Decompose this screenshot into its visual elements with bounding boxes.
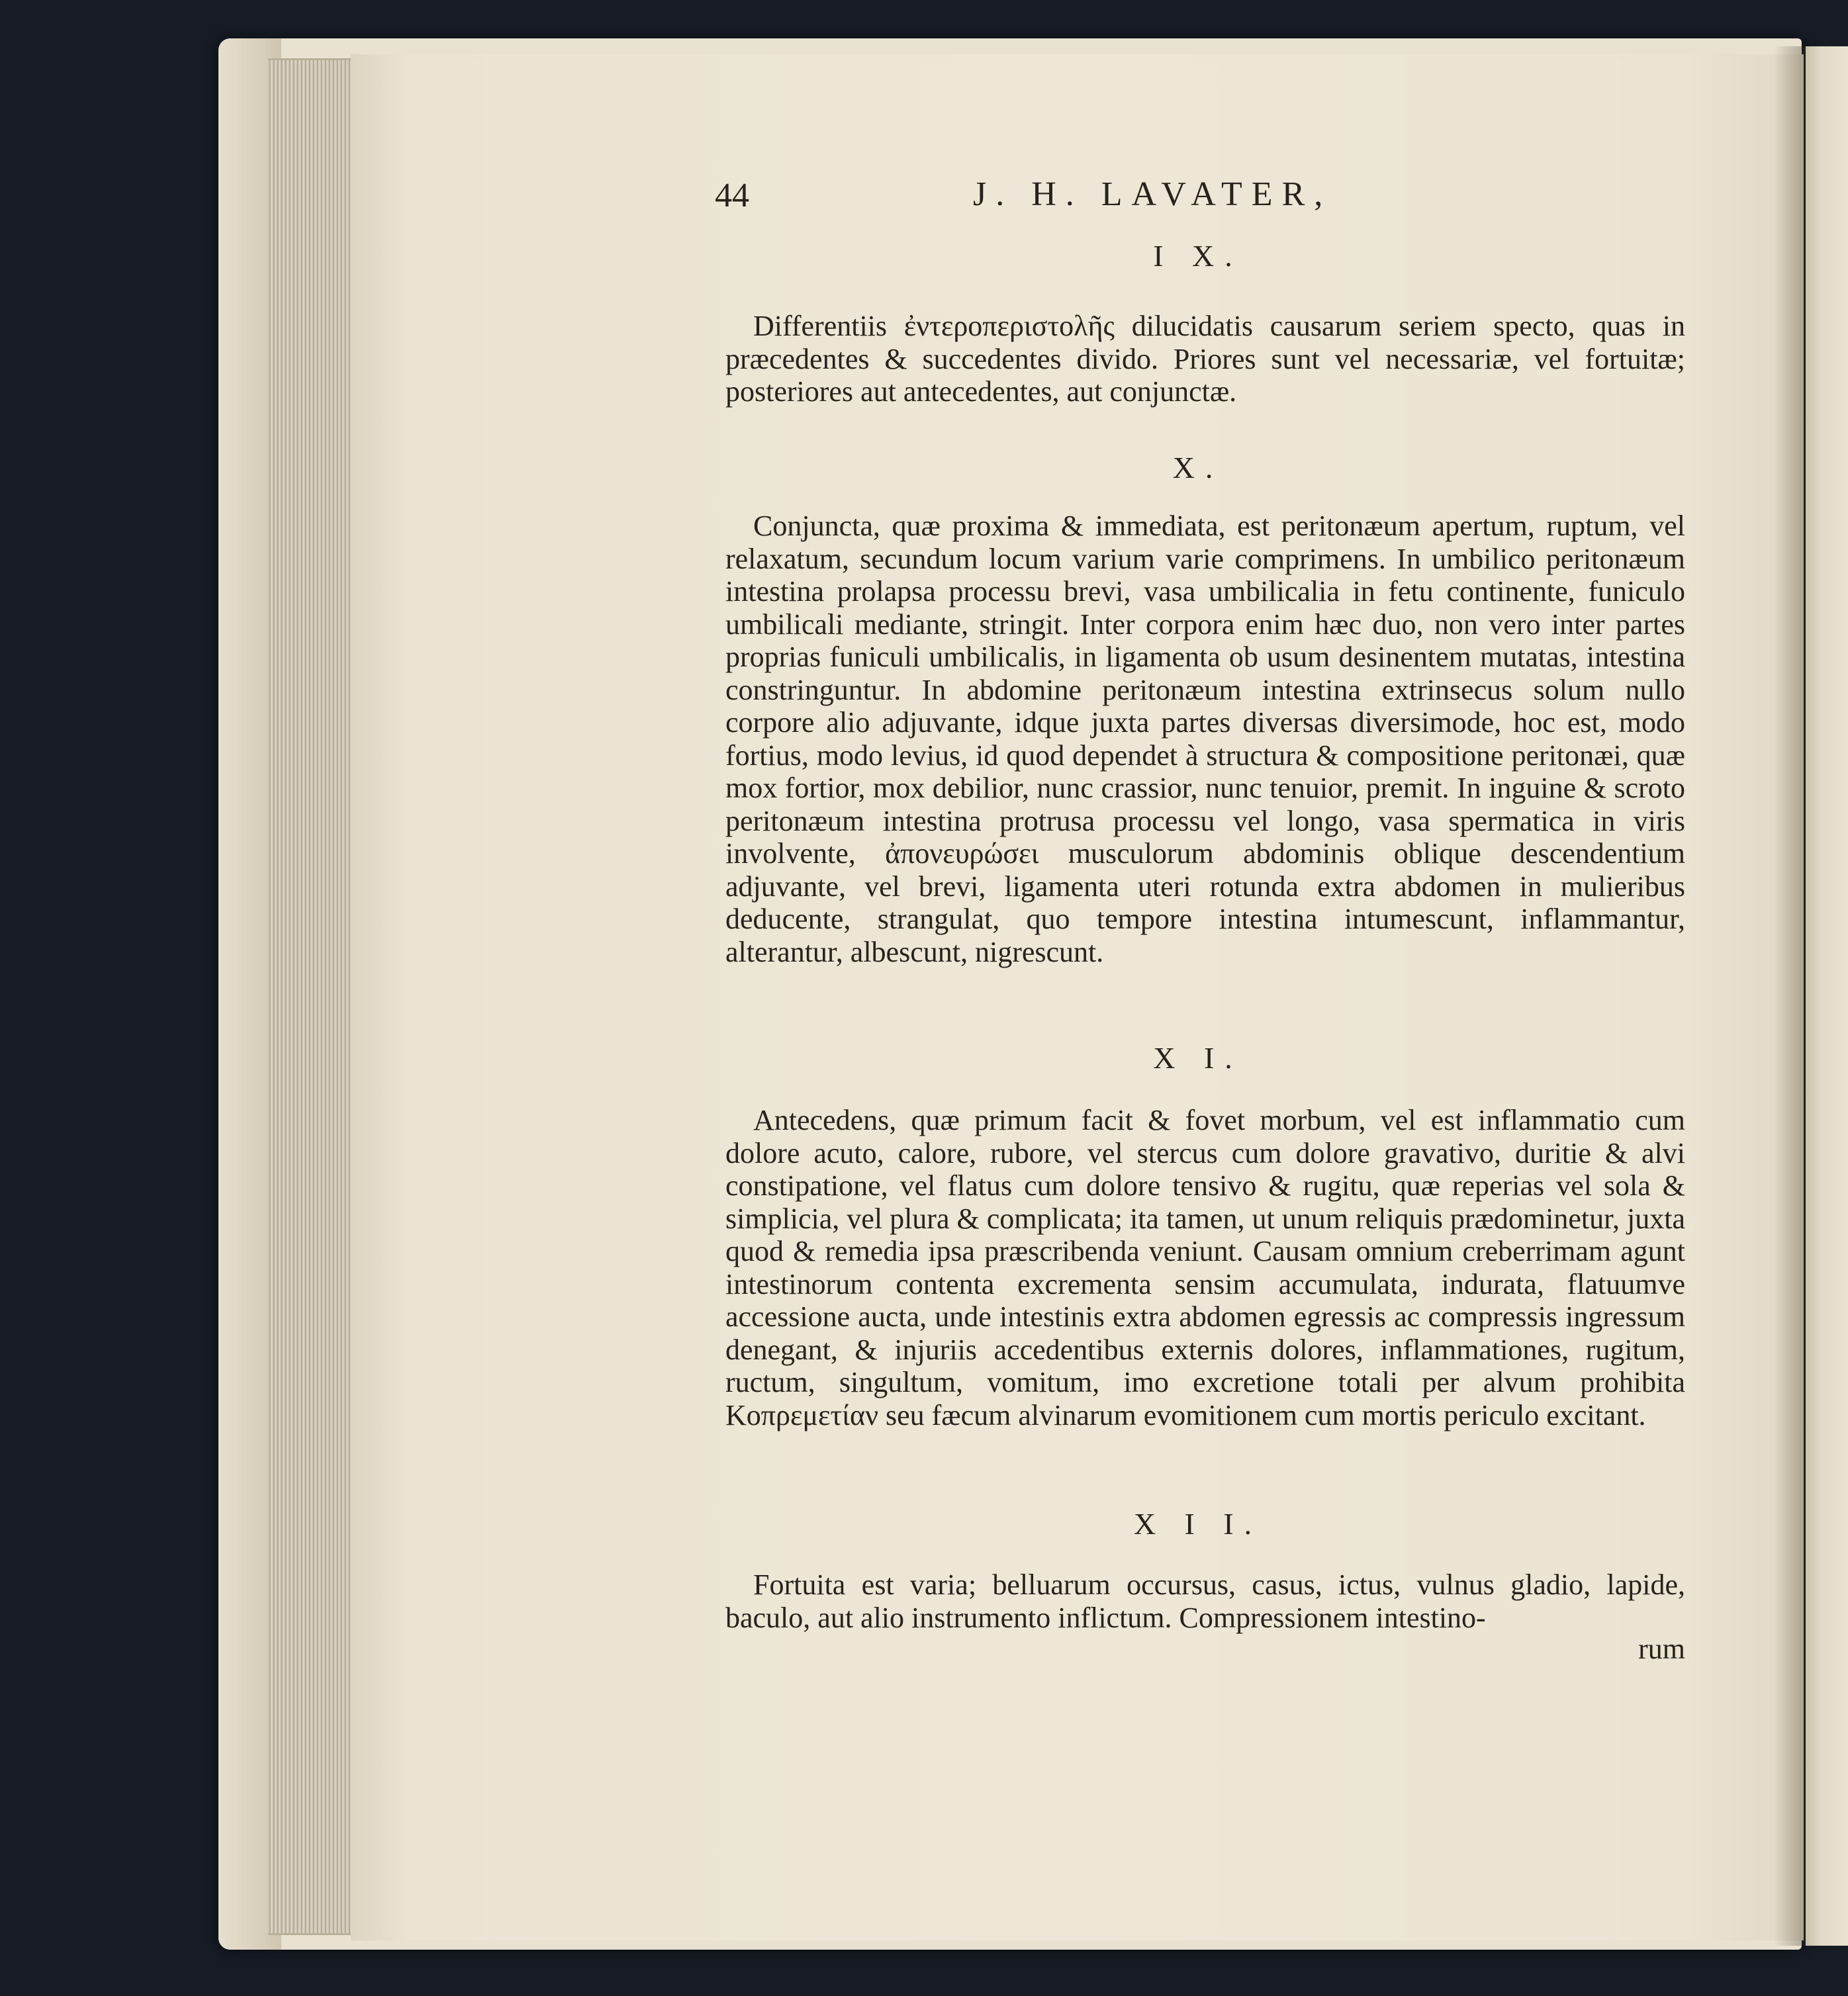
running-head xyxy=(715,176,1549,218)
section-heading-10: X. xyxy=(1172,451,1224,484)
page-edges xyxy=(268,58,354,1935)
catchword: rum xyxy=(1638,1633,1685,1665)
section-heading-11: X I. xyxy=(1153,1041,1243,1075)
section-text-10: Conjuncta, quæ proxima & immediata, est peritonæum apertum, ruptum, vel relaxatum, secundum locum varium varie comprimens. In umbilico peritonæum intestina prolapsa processu brevi, vasa umbilicalia in fetu continente, funiculo umbilicali mediante, stringit. Inter corpora enim hæc duo, non vero inter partes proprias funiculi umbilicalis, in ligamenta ob usum desinentem mutatas, intestina constringuntur. In abdomine peritonæum intestina extrinsecus solum nullo corpore alio adjuvante, idque juxta partes diversas diversimode, hoc est, modo fortius, modo levius, id quod dependet à structura & compositione peritonæi, quæ mox fortior, mox debilior, nunc crassior, nunc tenuior, premit. In inguine & scroto peritonæum intestina protrusa processu vel longo, vasa spermatica in viris involvente, ἀπονευρώσει musculorum abdominis oblique descendentium adjuvante, vel brevi, ligamenta uteri rotunda extra abdomen in mulieribus deducente, strangulat, quo tempore intestina intumescunt, inflammantur, alterantur, albescunt, nigrescunt. xyxy=(725,510,1685,968)
section-text-12: Fortuita est varia; belluarum occursus, casus, ictus, vulnus gladio, lapide, baculo, aut alio instrumento inflictum. Compressionem intestino- xyxy=(725,1568,1685,1634)
running-title: J. H. LAVATER, xyxy=(973,175,1332,213)
page-number: 44 xyxy=(715,177,749,214)
gutter-shadow xyxy=(1774,46,1806,1946)
section-text-9: Differentiis ἐντεροπεριστολῆς dilucidatis causarum seriem specto, quas in præcedentes & succedentes divido. Priores sunt vel necessariæ, vel fortuitæ; posteriores aut antecedentes, aut conjunctæ. xyxy=(725,310,1685,408)
section-text-11: Antecedens, quæ primum facit & fovet morbum, vel est inflammatio cum dolore acuto, calore, rubore, vel stercus cum dolore gravativo, duritie & alvi constipatione, vel flatus cum dolore tensivo & rugitu, quæ reperias vel sola & simplicia, vel plura & complicata; ita tamen, ut unum reliquis prædominetur, juxta quod & remedia ipsa præscribenda veniunt. Causam omnium creberrimam agunt intestinorum contenta excrementa sensim accumulata, indurata, flatuumve accessione aucta, unde intestinis extra abdomen egressis ac compressis ingressum denegant, & injuriis accedentibus externis dolores, inflammationes, rugitum, ructum, singultum, vomitum, imo excretione totali per alvum prohibita Κοπρεμετίαν seu fæcum alvinarum evomitionem cum mortis periculo excitant. xyxy=(725,1104,1685,1431)
facing-page-edge xyxy=(1806,46,1848,1946)
section-heading-9: I X. xyxy=(1153,239,1243,273)
section-heading-12: X I I. xyxy=(1133,1507,1263,1541)
